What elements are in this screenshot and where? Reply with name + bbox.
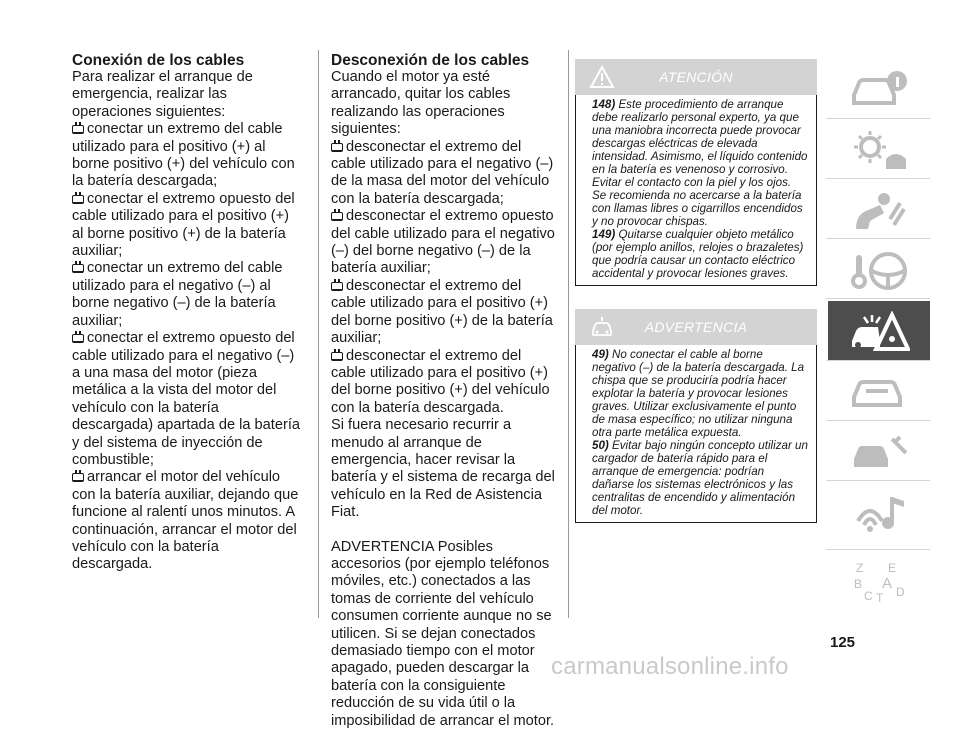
tab-airbag-safety[interactable] [828,179,930,238]
step-text: arrancar el motor del vehículo con la batería auxiliar, dejando que funcione al ralentí unos minutos. A continuación, arrancar el motor del vehículo con la batería descargada. [72,469,299,573]
step-item [72,121,300,191]
emergency-warning-icon [850,311,910,353]
section-heading: Desconexión de los cables [331,52,530,69]
step-item [72,260,300,330]
page-number: 125 [830,634,856,651]
warning-box [575,309,817,523]
watermark: carmanualsonline.info [551,653,789,680]
svg-text:A: A [882,575,893,592]
car-info-icon [850,69,910,111]
svg-text:Z: Z [856,561,864,575]
section-heading: Conexión de los cables [72,52,245,69]
tab-divider [826,298,930,299]
index-letters-icon [850,560,910,602]
battery-bullet-icon [72,473,84,482]
note [592,439,808,517]
warning-title: ADVERTENCIA [644,319,748,335]
middle-column [331,52,556,730]
note [592,228,808,280]
step-text: desconectar el extremo del cable utilizado para el positivo (+) del borne positivo (+) del vehículo con la batería descargada. [331,347,550,416]
tab-car-maintenance[interactable] [828,361,930,420]
steering-wheel-key-icon [850,249,910,291]
tab-dashboard-lights[interactable] [828,119,930,178]
tab-car-info[interactable] [828,59,930,118]
column-divider [568,50,569,618]
battery-bullet-icon [72,334,84,343]
battery-bullet-icon [331,212,343,221]
attention-header [575,59,817,95]
step-item [72,191,300,261]
note-number: 50) [592,439,609,452]
step-item [72,330,300,469]
step-item [331,278,556,348]
note-text: Evitar bajo ningún concepto utilizar un cargador de batería rápido para el arranque de emergencia: podrían dañarse los sistemas electrónicos y las centralitas de encendido y alimentación del motor. [592,439,808,517]
step-item [72,469,300,573]
battery-bullet-icon [331,143,343,152]
tab-emergency[interactable] [828,301,930,360]
car-maintenance-icon [850,371,910,413]
tab-car-tools[interactable] [828,421,930,480]
note-number: 49) [592,348,609,361]
note [592,98,808,228]
battery-bullet-icon [72,264,84,273]
battery-bullet-icon [331,282,343,291]
left-column [72,52,300,574]
column-divider [318,50,319,618]
warning-body [575,345,817,523]
step-text: conectar un extremo del cable utilizado para el negativo (–) al borne negativo (–) de la batería auxiliar; [72,260,283,329]
svg-text:T: T [876,591,884,602]
step-text: conectar el extremo opuesto del cable utilizado para el positivo (+) al borne positivo (+) de la batería auxiliar; [72,190,295,260]
svg-text:D: D [896,585,905,599]
svg-text:E: E [888,561,897,575]
multimedia-icon [850,491,910,533]
svg-text:C: C [864,589,873,602]
dashboard-lights-icon [850,129,910,171]
warning-header [575,309,817,345]
step-item [331,139,556,209]
step-item [331,208,556,278]
note-text: Este procedimiento de arranque debe realizarlo personal experto, ya que una maniobra incorrecta puede provocar descargas eléctricas de elevada intensidad. Asimismo, el líquido contenido en la batería es venenoso y corrosivo. Evitar el contacto con la piel y los ojos. Se recomienda no acercarse a la batería con llamas libres o cigarrillos encendidos y no provocar chispas. [592,98,808,228]
svg-text:B: B [854,577,863,591]
intro-paragraph: Cuando el motor ya esté arrancado, quitar los cables realizando las operaciones siguientes: [331,69,511,138]
battery-bullet-icon [72,125,84,134]
attention-title: ATENCIÓN [659,69,733,85]
step-text: conectar un extremo del cable utilizado para el positivo (+) al borne positivo (+) del vehículo con la batería descargada; [72,121,295,190]
attention-box [575,59,817,286]
step-text: desconectar el extremo del cable utilizado para el positivo (+) del borne positivo (+) de la batería auxiliar; [331,277,553,347]
step-text: conectar el extremo opuesto del cable utilizado para el negativo (–) a una masa del motor (pieza metálica a la vista del motor del vehículo con la batería descargada) apartada de la batería y del sistema de inyección de combustible; [72,330,300,468]
step-text: desconectar el extremo del cable utilizado para el negativo (–) de la masa del motor del vehículo con la batería descargada; [331,138,554,207]
step-text: desconectar el extremo opuesto del cable utilizado para el negativo (–) del borne negativo (–) de la batería auxiliar; [331,208,555,277]
advertencia-paragraph: ADVERTENCIA Posibles accesorios (por ejemplo teléfonos móviles, etc.) conectados a las tomas de corriente del vehículo consumen corriente aunque no se utilicen. Si se dejan conectados demasiado tiempo con el motor apagado, pueden descargar la batería con la consiguiente reducción de su vida útil o la imposibilidad de arrancar el motor. [331,538,555,729]
note-text: Quitarse cualquier objeto metálico (por ejemplo anillos, relojes o brazaletes) que podría causar un contacto eléctrico accidental y provocar lesiones graves. [592,228,804,280]
step-item [331,348,556,418]
tab-multimedia[interactable] [828,481,930,540]
note-number: 148) [592,98,616,111]
airbag-safety-icon [850,189,910,231]
battery-bullet-icon [72,195,84,204]
tab-steering-wheel[interactable] [828,239,930,298]
tab-index[interactable] [828,550,930,609]
note-text: No conectar el cable al borne negativo (–) de la batería descargada. La chispa que se produciría podría hacer explotar la batería y provocar lesiones graves. Utilizar exclusivamente el punto de masa específico; no utilizar ninguna otra parte metálica expuesta. [592,348,805,439]
note-number: 149) [592,228,616,241]
body-paragraph: Si fuera necesario recurrir a menudo al arranque de emergencia, hacer revisar la batería y el sistema de recarga del vehículo en la Red de Asistencia Fiat. [331,417,555,521]
battery-bullet-icon [331,352,343,361]
car-tools-icon [850,431,910,473]
note [592,348,808,439]
intro-paragraph: Para realizar el arranque de emergencia, realizar las operaciones siguientes: [72,69,253,120]
attention-body [575,95,817,286]
